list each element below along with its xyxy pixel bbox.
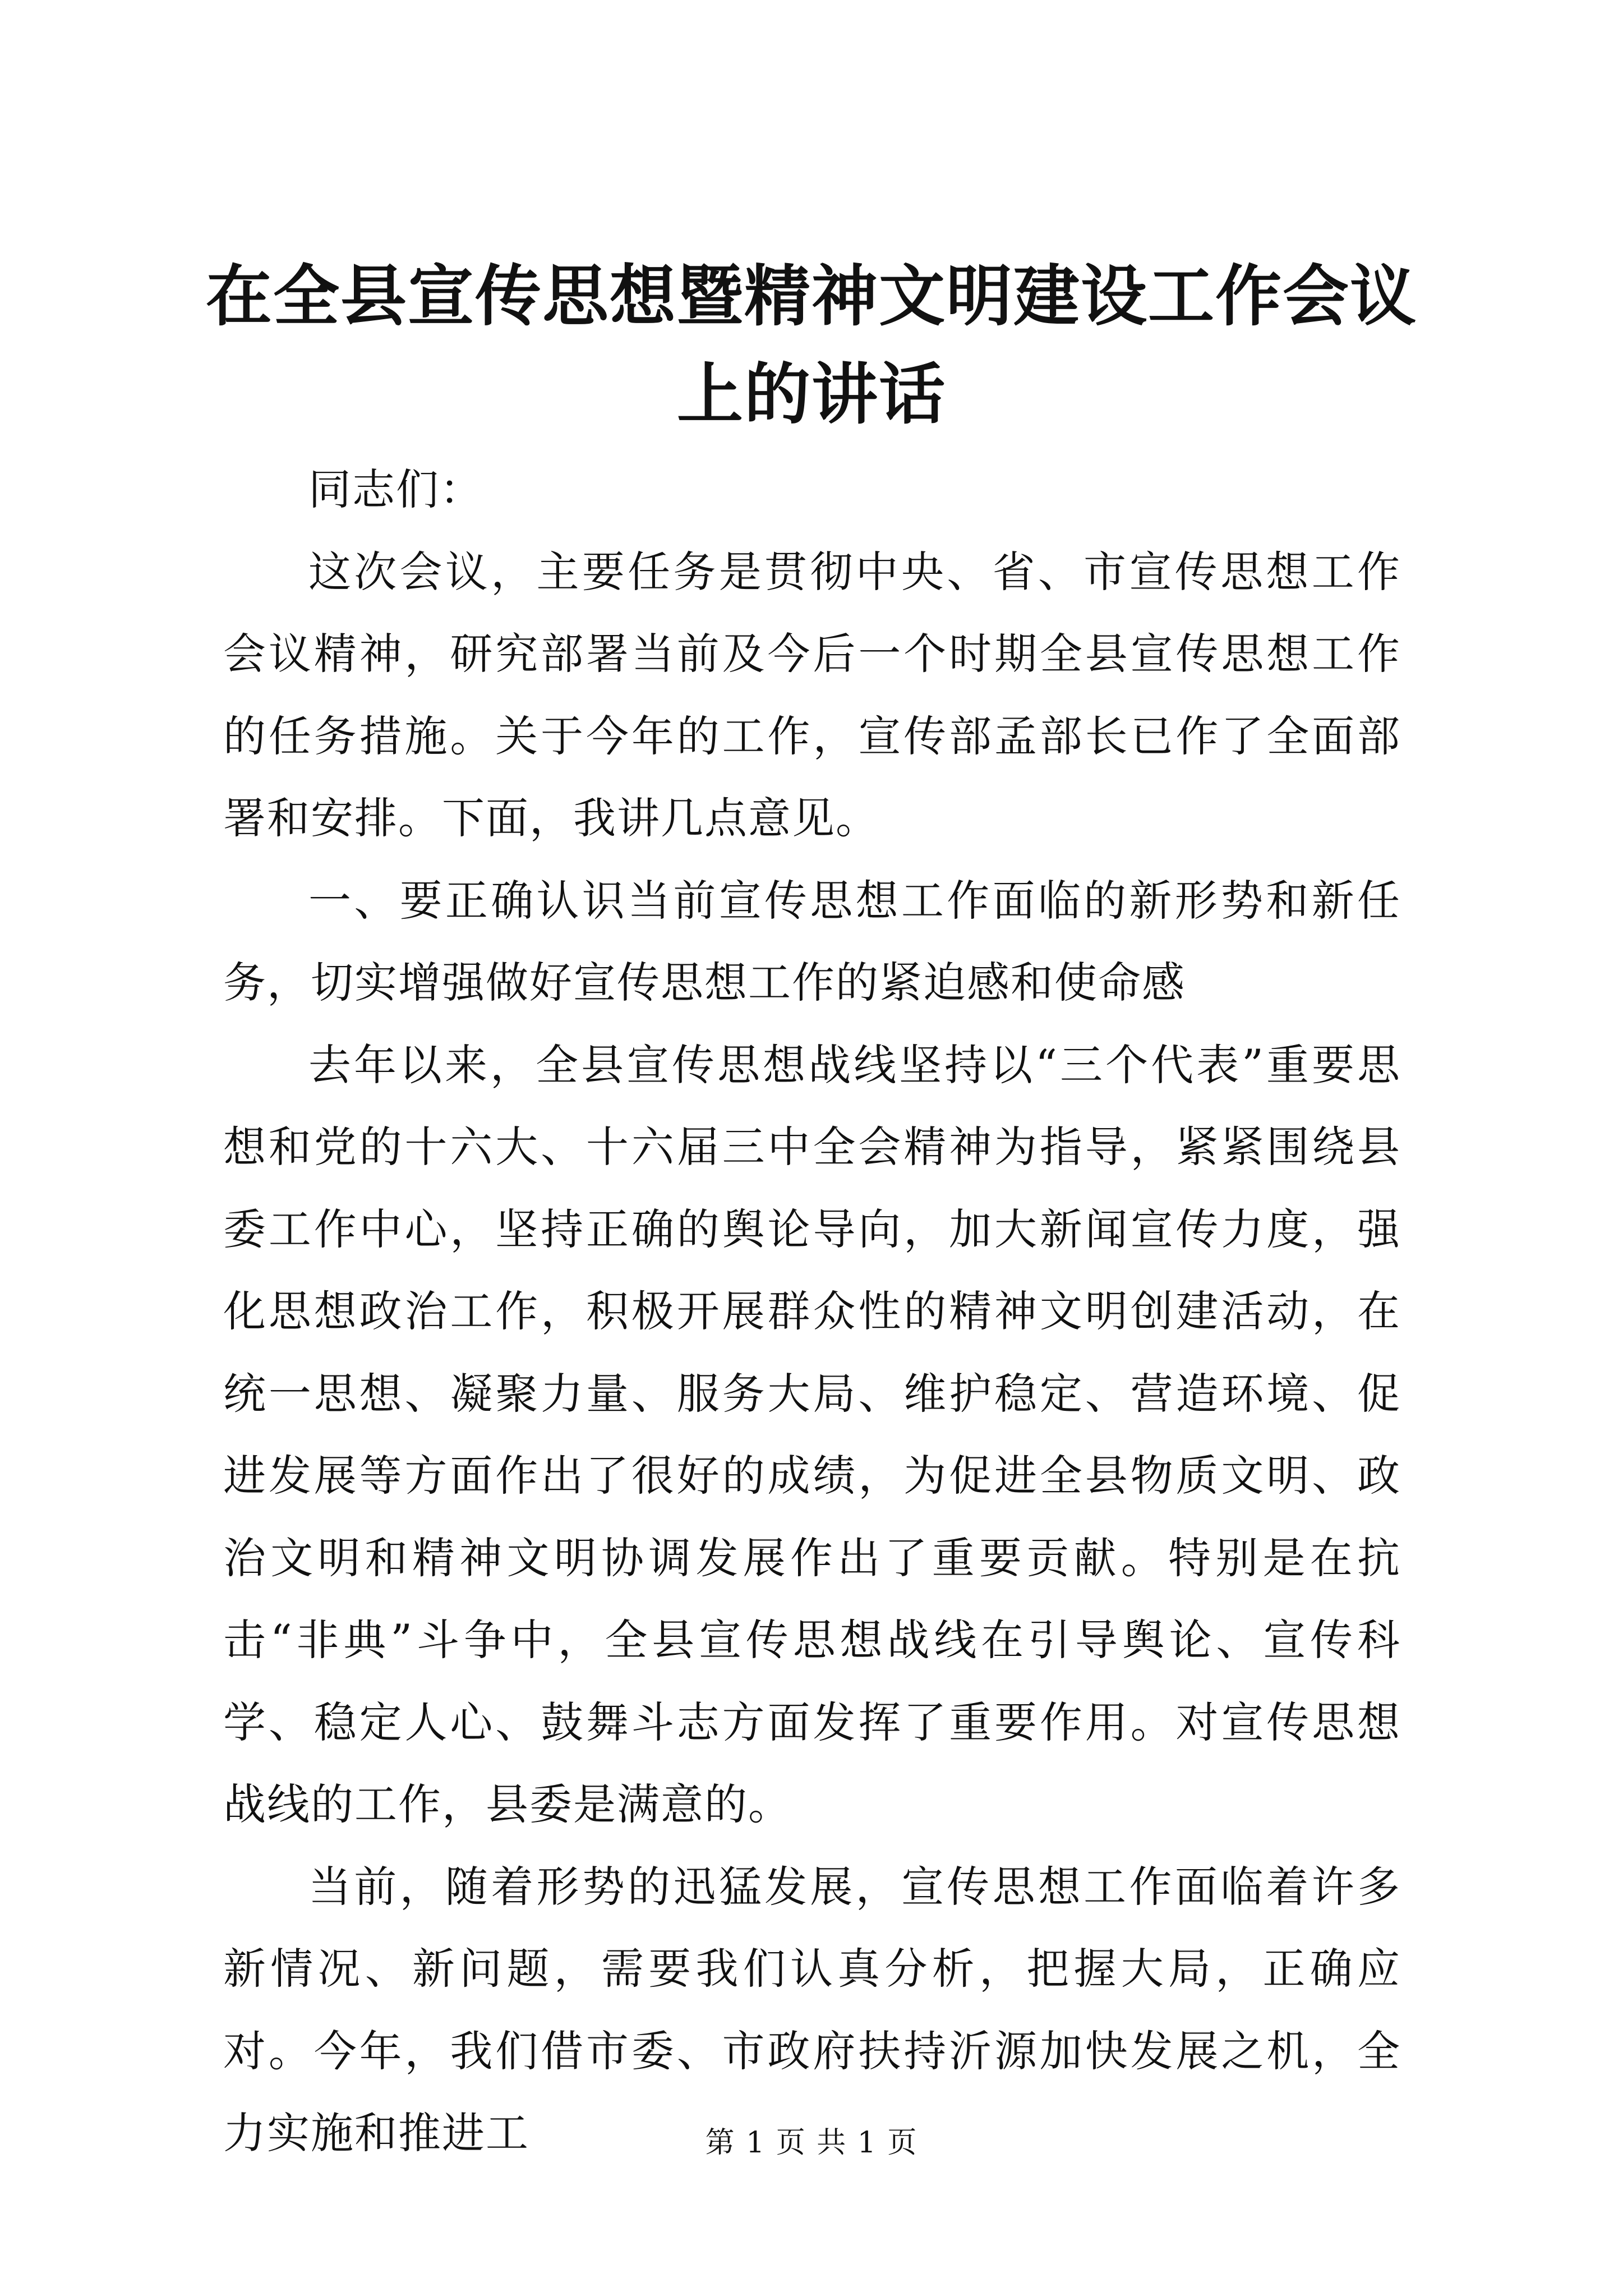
section-heading-1: 一、要正确认识当前宣传思想工作面临的新形势和新任务，切实增强做好宣传思想工作的紧迫感和使命感 [223,875,1401,1007]
page-number-footer: 第 1 页 共 1 页 [705,2126,918,2160]
document-title: 在全县宣传思想暨精神文明建设工作会议上的讲话 [205,257,1417,433]
salutation-paragraph: 同志们： [308,464,483,514]
intro-paragraph: 这次会议，主要任务是贯彻中央、省、市宣传思想工作会议精神，研究部署当前及今后一个时期全县宣传思想工作的任务措施。关于今年的工作，宣传部孟部长已作了全面部署和安排。下面，我讲几点意见。 [223,546,1401,843]
body-paragraph: 当前，随着形势的迅猛发展，宣传思想工作面临着许多新情况、新问题，需要我们认真分析，把握大局，正确应对。今年，我们借市委、市政府扶持沂源加快发展之机，全力实施和推进工 [223,1861,1401,2158]
body-paragraph: 去年以来，全县宣传思想战线坚持以“三个代表”重要思想和党的十六大、十六届三中全会精神为指导，紧紧围绕县委工作中心，坚持正确的舆论导向，加大新闻宣传力度，强化思想政治工作，积极开展群众性的精神文明创建活动，在统一思想、凝聚力量、服务大局、维护稳定、营造环境、促进发展等方面作出了很好的成绩，为促进全县物质文明、政治文明和精神文明协调发展作出了重要贡献。特别是在抗击“非典”斗争中，全县宣传思想战线在引导舆论、宣传科学、稳定人心、鼓舞斗志方面发挥了重要作用。对宣传思想战线的工作，县委是满意的。 [223,1039,1401,1829]
document-body [223,449,1401,2175]
